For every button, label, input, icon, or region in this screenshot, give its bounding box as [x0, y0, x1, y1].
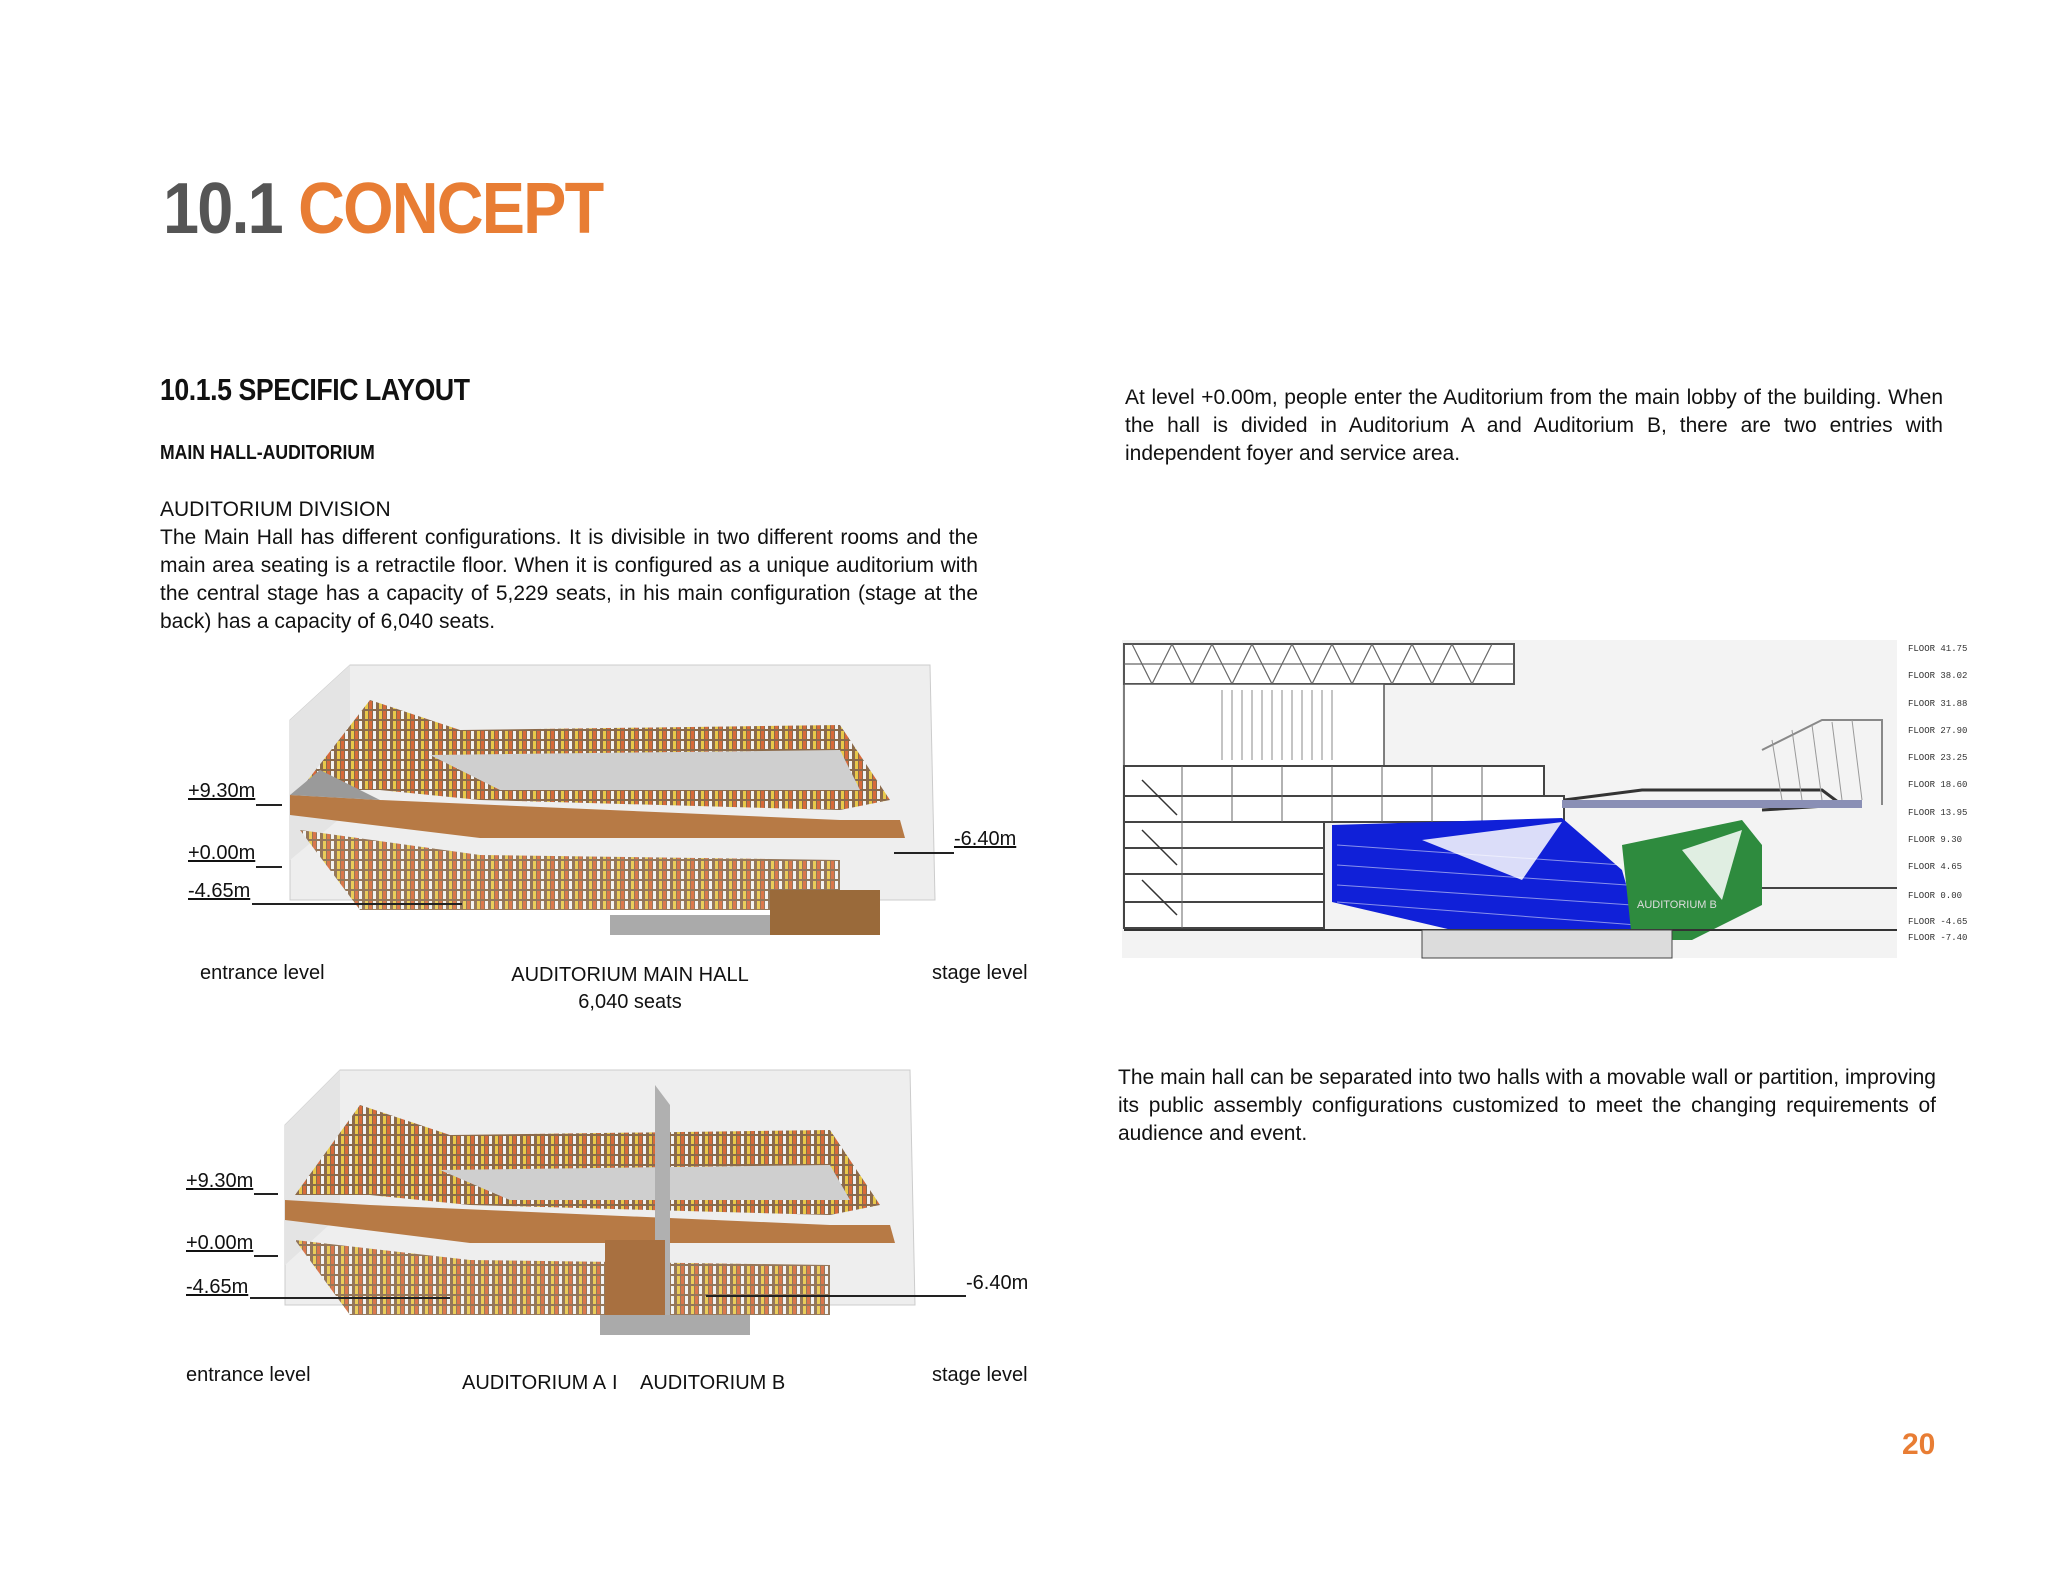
stage-level-label: stage level	[932, 962, 1028, 984]
title-word: CONCEPT	[298, 169, 603, 249]
caption-line2: 6,040 seats	[578, 991, 682, 1013]
floor-label: FLOOR 0.00	[1908, 890, 1963, 901]
floor-label: FLOOR -4.65	[1908, 916, 1968, 927]
leader-line	[250, 1297, 450, 1299]
floor-label: FLOOR 13.95	[1908, 807, 1968, 818]
leader-line	[256, 866, 282, 868]
leader-line	[706, 1295, 966, 1297]
level-label-top: +9.30m	[188, 780, 256, 802]
leader-line	[254, 1193, 278, 1195]
title-number: 10.1	[163, 169, 282, 249]
auditorium-main-hall-diagram	[280, 660, 960, 940]
stage-level-label: stage level	[932, 1364, 1028, 1386]
floor-label: FLOOR 41.75	[1908, 644, 1968, 654]
floor-label: FLOOR 31.88	[1908, 698, 1968, 709]
leader-line	[256, 804, 282, 806]
floor-label: FLOOR 9.30	[1908, 835, 1963, 846]
floor-label: FLOOR 38.02	[1908, 671, 1968, 682]
caption-separator: I	[612, 1372, 618, 1394]
leader-line	[254, 1255, 278, 1257]
page-number: 20	[1902, 1428, 1936, 1461]
level-label-low: -4.65m	[186, 1276, 249, 1298]
building-section-drawing	[1122, 640, 1912, 960]
caption-auditorium-b: AUDITORIUM B	[640, 1372, 786, 1394]
leader-line	[894, 852, 954, 854]
caption-auditorium-a: AUDITORIUM A	[462, 1372, 607, 1394]
floor-label: FLOOR 23.25	[1908, 753, 1968, 764]
division-text: The Main Hall has different configurations. It is divisible in two different rooms and the main area seating is a retractile floor. When it is configured as a unique auditorium with the central stage has a capacity of 5,229 seats, in his main configuration (stage at the back) has a capacity of 6,040 seats.	[160, 526, 978, 633]
diagram-caption	[480, 964, 780, 1014]
floor-label: FLOOR 4.65	[1908, 862, 1963, 873]
level-label-mid: +0.00m	[186, 1232, 254, 1254]
entrance-level-label: entrance level	[186, 1364, 311, 1386]
level-label-top: +9.30m	[186, 1170, 254, 1192]
section-subheading: MAIN HALL-AUDITORIUM	[160, 442, 375, 464]
level-label-stage: -6.40m	[966, 1272, 1029, 1294]
level-label-stage: -6.40m	[954, 828, 1017, 850]
leader-line	[252, 903, 462, 905]
level-label-low: -4.65m	[188, 880, 251, 902]
page-title	[163, 168, 602, 250]
division-heading: AUDITORIUM DIVISION	[160, 498, 391, 521]
entrance-level-label: entrance level	[200, 962, 325, 984]
section-heading: 10.1.5 SPECIFIC LAYOUT	[160, 372, 470, 407]
division-block	[160, 496, 978, 636]
entry-paragraph: At level +0.00m, people enter the Auditorium from the main lobby of the building. When the hall is divided in Auditorium A and Auditorium B, there are two entries with independent foyer and service area.	[1125, 386, 1943, 465]
level-label-mid: +0.00m	[188, 842, 256, 864]
floor-label: FLOOR -7.40	[1908, 932, 1968, 943]
partition-paragraph: The main hall can be separated into two halls with a movable wall or partition, improving its public assembly configurations customized to meet the changing requirements of audience and event.	[1118, 1066, 1936, 1145]
auditorium-b-label: AUDITORIUM B	[1637, 899, 1717, 911]
floor-label: FLOOR 18.60	[1908, 780, 1968, 791]
floor-labels	[1908, 636, 1967, 946]
floor-label: FLOOR 27.90	[1908, 725, 1968, 736]
caption-line1: AUDITORIUM MAIN HALL	[511, 964, 749, 986]
